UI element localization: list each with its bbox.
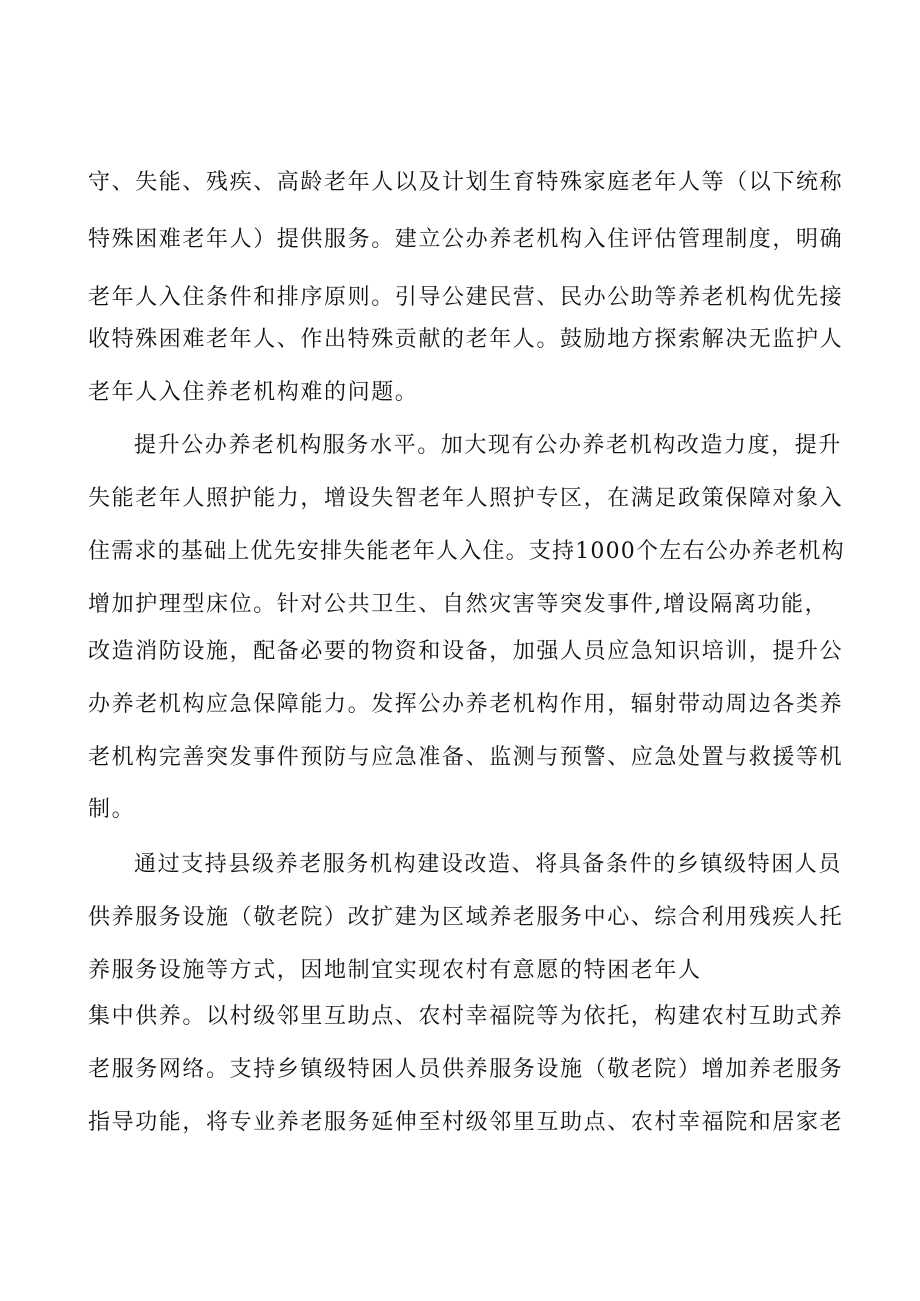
text-line: 老服务网络。支持乡镇级特困人员供养服务设施（敬老院）增加养老服务 bbox=[88, 1057, 844, 1082]
text-line: 住需求的基础上优先安排失能老年人入住。支持1000个左右公办养老机构 bbox=[88, 539, 845, 564]
text-line: 养服务设施等方式，因地制宜实现农村有意愿的特困老年人 bbox=[88, 958, 702, 983]
text-line: 老机构完善突发事件预防与应急准备、监测与预警、应急处置与救援等机 bbox=[88, 745, 844, 770]
paragraph-first-line: 通过支持县级养老服务机构建设改造、将具备条件的乡镇级特困人员 bbox=[134, 852, 843, 877]
text-line: 老年人入住养老机构难的问题。 bbox=[88, 380, 419, 405]
text-line: 办养老机构应急保障能力。发挥公办养老机构作用，辐射带动周边各类养 bbox=[88, 692, 844, 717]
text-line: 制。 bbox=[88, 797, 136, 822]
paragraph-first-line: 提升公办养老机构服务水平。加大现有公办养老机构改造力度，提升 bbox=[134, 433, 843, 458]
text-line: 失能老年人照护能力，增设失智老年人照护专区，在满足政策保障对象入 bbox=[88, 486, 844, 511]
text-line: 增加护理型床位。针对公共卫生、自然灾害等突发事件,增设隔离功能， bbox=[88, 592, 829, 617]
text-line: 特殊困难老年人）提供服务。建立公办养老机构入住评估管理制度，明确 bbox=[88, 227, 844, 252]
text-line: 收特殊困难老年人、作出特殊贡献的老年人。鼓励地方探索解决无监护人 bbox=[88, 327, 844, 352]
text-line: 指导功能，将专业养老服务延伸至村级邻里互助点、农村幸福院和居家老 bbox=[88, 1110, 844, 1135]
text-line: 守、失能、残疾、高龄老年人以及计划生育特殊家庭老年人等（以下统称 bbox=[88, 170, 844, 195]
text-line: 改造消防设施，配备必要的物资和设备，加强人员应急知识培训，提升公 bbox=[88, 639, 844, 664]
text-line: 集中供养。以村级邻里互助点、农村幸福院等为依托，构建农村互助式养 bbox=[88, 1004, 844, 1029]
text-line: 老年人入住条件和排序原则。引导公建民营、民办公助等养老机构优先接 bbox=[88, 285, 844, 310]
text-line: 供养服务设施（敬老院）改扩建为区域养老服务中心、综合利用残疾人托 bbox=[88, 905, 844, 930]
